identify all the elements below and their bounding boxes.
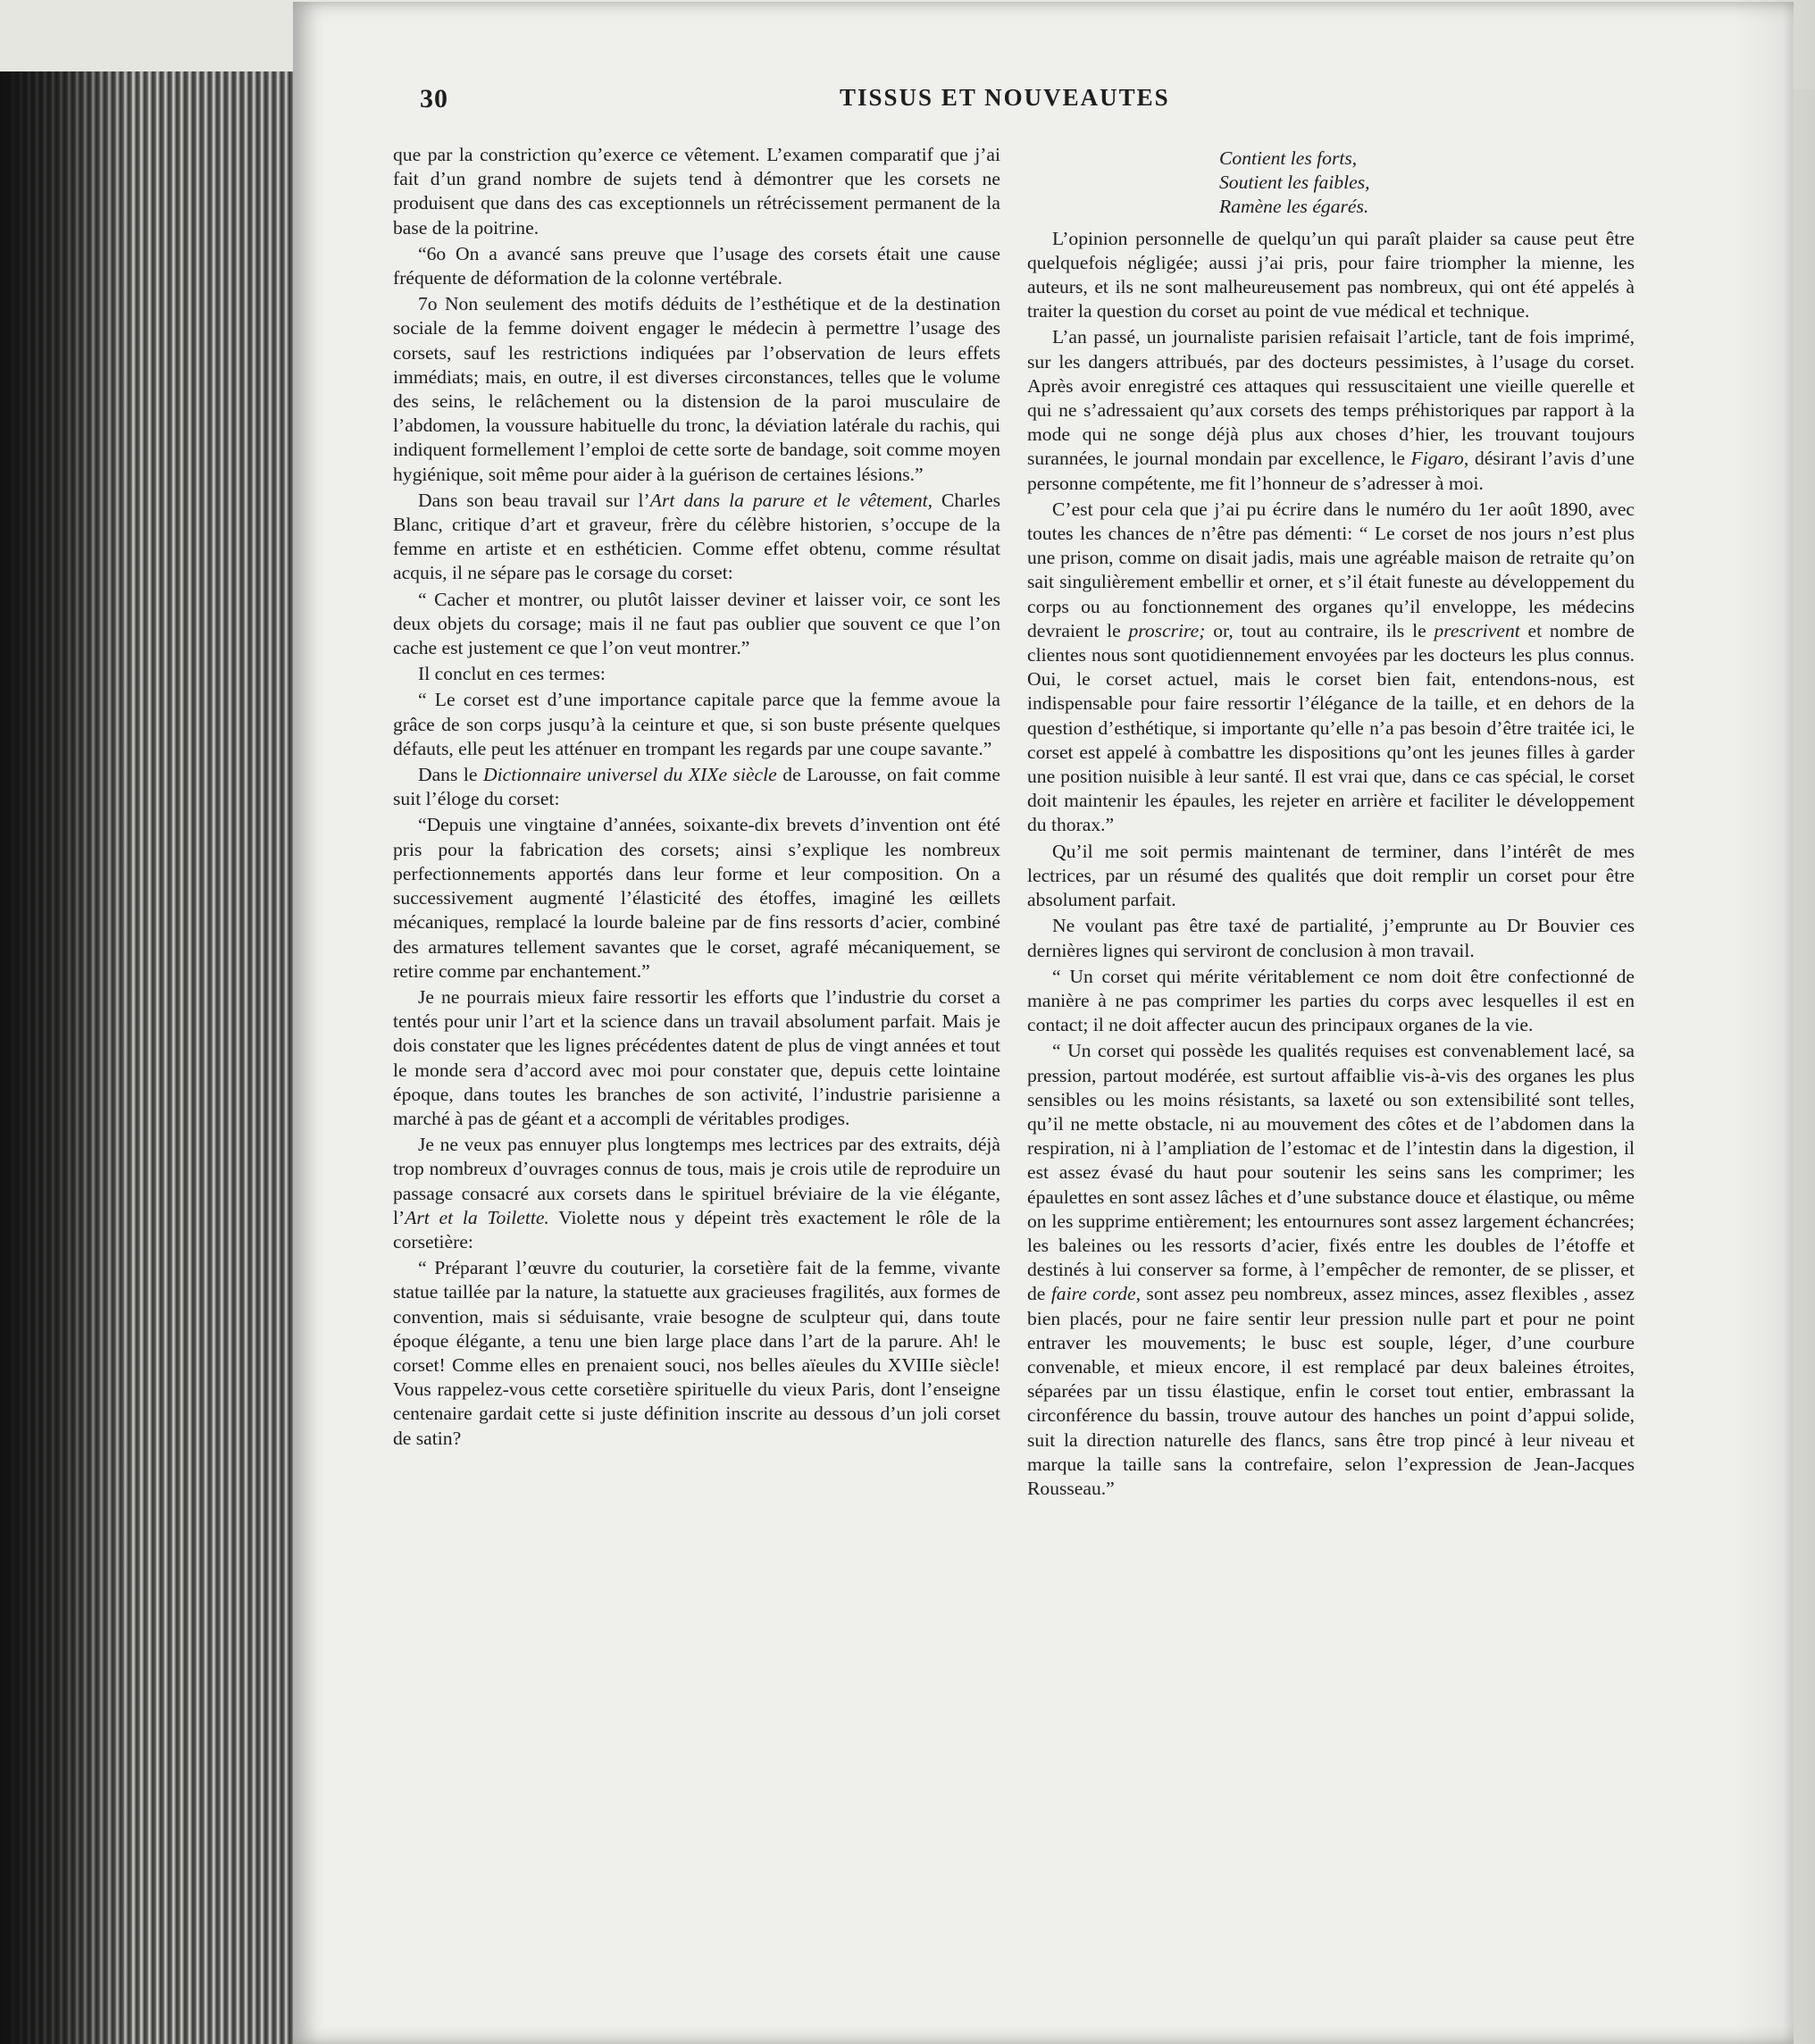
quotation-paragraph: “ Un corset qui mérite véritablement ce nom doit être confectionné de manière à ne pas comprimer les parties du corps avec lesquelles il est en contact; il ne doit affecter aucun des principaux organes de la vie. <box>1027 965 1635 1036</box>
emphasis-italic: prescrivent <box>1434 619 1520 641</box>
text-run: Je ne veux pas ennuyer plus longtemps mes lectrices par des extraits, déjà trop nombreux d’ouvrages connus de tous, mais je crois utile de reproduire un passage consacré aux corsets dans le spirituel bréviaire de la vie élégante, l’ <box>393 1134 1000 1228</box>
emphasis-italic: faire corde, <box>1050 1283 1141 1305</box>
motto-verse <box>1027 147 1635 220</box>
paragraph <box>1027 325 1635 495</box>
left-column <box>393 143 1000 1453</box>
page-number: 30 <box>420 84 448 113</box>
verse-line: Ramène les égarés. <box>1219 196 1369 218</box>
text-run: Charles Blanc, critique d’art et graveur, frère du célèbre historien, s’occupe de la femme en artiste et en esthéticien. Comme effet obtenu, comme résultat acquis, il ne sépare pas le corsage du corset: <box>393 489 1000 584</box>
newspaper-title-italic: Figaro, <box>1410 448 1469 470</box>
text-run: Dans le <box>418 764 484 786</box>
paragraph: que par la constriction qu’exerce ce vêtement. L’examen comparatif que j’ai fait d’un grand nombre de sujets tend à démontrer que les corsets ne produisent que dans des cas exceptionnels un rétrécissement permanent de la base de la poitrine. <box>393 144 1000 239</box>
text-run: C’est pour cela que j’ai pu écrire dans le numéro du 1er août 1890, avec toutes les chances de n’être pas démenti: “ Le corset de nos jours n’est plus une prison, comme on disait jadis, mais une agréable maison de retraite qu’on sait singulièrement embellir et orner, et s’il était funeste au développement du corps ou au fonctionnement des organes qu’il enveloppe, les médecins devraient le <box>1027 498 1635 641</box>
paragraph <box>393 1133 1000 1254</box>
text-run: de Larousse, on fait comme suit l’éloge du corset: <box>393 764 1000 810</box>
text-run: et nombre de clientes nous sont quotidiennement envoyées par les docteurs les plus connus. Oui, le corset actuel, mais le corset bien fait, entendons-nous, est indispensable pour faire ressortir l’élégance de la taille, et en dehors de la question d’esthétique, si importante qu’elle n’a pas besoin d’être traitée ici, le corset est appelé à combattre les dispositions qu’ont les jeunes filles à garder une position nuisible à leur santé. Il est vrai que, dans ce cas spécial, le corset doit maintenir les épaules, les rejeter en arrière et faciliter le développement du thorax.” <box>1027 619 1635 836</box>
paragraph <box>393 763 1000 811</box>
emphasis-italic: proscrire; <box>1128 619 1206 641</box>
quotation-paragraph: “Depuis une vingtaine d’années, soixante-dix brevets d’invention ont été pris pour la fabrication des corsets; ainsi s’explique les nombreux perfectionnements apportés dans leur forme et leur composition. On a successivement augmenté l’élasticité des étoffes, imaginé les œillets mécaniques, remplacé la lourde baleine par de fins ressorts d’acier, combiné des armatures tellement savantes que le corset, agrafé mécaniquement, se retire comme par enchantement.” <box>393 814 1000 982</box>
paragraph: Ne voulant pas être taxé de partialité, j’emprunte au Dr Bouvier ces dernières lignes qui serviront de conclusion à mon travail. <box>1027 915 1635 961</box>
text-run: sont assez peu nombreux, assez minces, assez flexibles , assez bien placés, pour ne faire sentir leur pression nulle part et pour ne point entraver les mouvements; le busc est souple, léger, d’une courbure convenable, et mieux encore, il est remplacé par deux baleines étroites, séparées par un tissu élastique, enfin le corset tout entier, embrassant la circonférence du bassin, trouve autour des hanches un point d’appui solide, suit la direction naturelle des flancs, sans être trop pincé à leur niveau et marque la taille sans la contrefaire, selon l’expression de Jean-Jacques Rousseau.” <box>1027 1283 1635 1499</box>
verse-line: Soutient les faibles, <box>1219 172 1370 194</box>
text-run: L’an passé, un journaliste parisien refaisait l’article, tant de fois imprimé, sur les dangers attribués, par des docteurs pessimistes, à l’usage du corset. Après avoir enregistré ces attaques qui ressuscitaient une vieille querelle et qui ne s’adressaient qu’aux corsets des temps préhistoriques par rapport à la mode qui ne songe déjà plus aux choses d’hier, les trouvant toujours surannées, le journal mondain par excellence, le <box>1027 326 1635 470</box>
quotation-paragraph <box>1027 1039 1635 1501</box>
text-run: Violette nous y dépeint très exactement le rôle de la corsetière: <box>393 1206 1000 1252</box>
running-head <box>420 84 1670 120</box>
paragraph: “6o On a avancé sans preuve que l’usage des corsets était une cause fréquente de déformation de la colonne vertébrale. <box>393 242 1000 289</box>
text-run: désirant l’avis d’une personne compétente, me fit l’honneur de s’adresser à moi. <box>1027 448 1635 494</box>
quotation-paragraph: “ Le corset est d’une importance capitale parce que la femme avoue la grâce de son corps jusqu’à la ceinture et que, si son buste présente quelques défauts, elle peut les atténuer en trompant les regards par une coupe savante.” <box>393 689 1000 759</box>
verse-line: Contient les forts, <box>1219 147 1358 169</box>
paragraph: Qu’il me soit permis maintenant de terminer, dans l’intérêt de mes lectrices, par un résumé des qualités que doit remplir un corset pour être absolument parfait. <box>1027 840 1635 911</box>
book-title-italic: Dictionnaire universel du XIXe siècle <box>483 764 777 786</box>
paragraph: L’opinion personnelle de quelqu’un qui paraît plaider sa cause peut être quelquefois négligée; aussi j’ai pris, pour faire triompher la mienne, les auteurs, et ils ne sont malheureusement pas nombreux, qui ont été appelés à traiter la question du corset au point de vue médical et technique. <box>1027 227 1635 323</box>
book-edge-shadow <box>0 71 134 2044</box>
book-title-italic: Art et la Toilette. <box>405 1206 549 1228</box>
paragraph: Je ne pourrais mieux faire ressortir les efforts que l’industrie du corset a tentés pour unir l’art et la science dans un travail absolument parfait. Mais je dois constater que les lignes précédentes datent de plus de vingt années et tout le monde sera d’accord avec moi pour constater que, depuis cette lointaine époque, dans toutes les branches de son activité, l’industrie parisienne a marché à pas de géant et a accompli de véritables prodiges. <box>393 985 1000 1129</box>
book-title-italic: Art dans la parure et le vêtement, <box>649 489 933 511</box>
paragraph <box>1027 498 1635 838</box>
paragraph: Il conclut en ces termes: <box>418 663 606 685</box>
page-right-margin <box>1733 0 1815 2044</box>
paragraph <box>393 489 1000 586</box>
running-title: TISSUS ET NOUVEAUTES <box>840 84 1170 111</box>
text-run: or, tout au contraire, ils le <box>1205 619 1434 641</box>
quotation-paragraph: “ Préparant l’œuvre du couturier, la corsetière fait de la femme, vivante statue taillée par la nature, la statuette aux gracieuses fragilités, aux formes de convention, mais si séduisante, vraie besogne de sculpteur qui, dans toute époque élégante, a tenu une bien large place dans l’art de la parure. Ah! le corset! Comme elles en prenaient souci, nos belles aïeules du XVIIIe siècle! Vous rappelez-vous cette corsetière spirituelle du vieux Paris, dont l’enseigne centenaire gardait cette si juste définition inscrite au dessous d’un joli corset de satin? <box>393 1257 1000 1449</box>
text-run: “ Un corset qui possède les qualités requises est convenablement lacé, sa pression, partout modérée, est surtout affaiblie vis-à-vis des organes les plus sensibles ou les moins résistants, sa laxeté ou son extensibilité sont telles, qu’il ne mette obstacle, ni au mouvement des côtes et de l’abdomen dans la respiration, ni à l’ampliation de l’estomac et de l’intestin dans la digestion, il est assez évasé du haut pour soutenir les seins sans les comprimer; les épaulettes en sont assez lâches et d’une substance douce et élastique, ou même on les supprime entièrement; les entournures sont assez largement échancrées; les baleines ou les ressorts d’acier, fixés entre les doubles de l’étoffe et destinés à lui conserver sa forme, à l’empêcher de remonter, de se plisser, et de <box>1027 1040 1635 1305</box>
text-run: Dans son beau travail sur l’ <box>418 489 650 511</box>
right-column <box>1027 147 1635 1503</box>
paragraph: 7o Non seulement des motifs déduits de l’esthétique et de la destination sociale de la femme doivent engager le médecin à permettre l’usage des corsets, sauf les restrictions indiquées par l’observation de leurs effets immédiats; mais, en outre, il est diverses circonstances, telles que le volume des seins, le relâchement ou la distension de la paroi musculaire de l’abdomen, la voussure habituelle du tronc, la déviation latérale du rachis, qui indiquent formellement l’emploi de cette sorte de bandage, soit comme moyen hygiénique, soit même pour aider à la guérison de certaines lésions.” <box>393 293 1000 485</box>
quotation-paragraph: “ Cacher et montrer, ou plutôt laisser deviner et laisser voir, ce sont les deux objets du corsage; mais il ne faut pas oublier que souvent ce que l’on cache est justement ce que l’on veut montrer.” <box>393 588 1000 659</box>
